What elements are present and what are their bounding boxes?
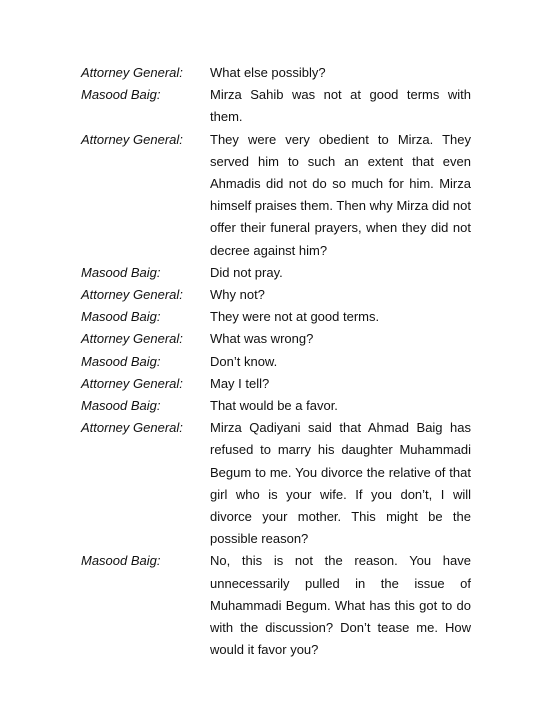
dialogue-row bbox=[81, 306, 471, 328]
speech-text: May I tell? bbox=[210, 375, 270, 391]
dialogue-row bbox=[81, 373, 471, 395]
speaker-name: Attorney General: bbox=[81, 131, 183, 147]
speaker-name: Attorney General: bbox=[81, 287, 183, 303]
dialogue-row bbox=[81, 417, 471, 550]
transcript bbox=[81, 62, 471, 661]
dialogue-row bbox=[81, 328, 471, 350]
speech-text: No, this is not the reason. You have unnecessarily pulled in the issue of Muhammadi Begum. What has this got to do with the discussion? Don’t tease me. How would it favor you? bbox=[210, 553, 471, 658]
speaker-name: Attorney General: bbox=[81, 420, 183, 436]
dialogue-row bbox=[81, 284, 471, 306]
speaker-name: Masood Baig: bbox=[81, 553, 161, 569]
speech-text: What was wrong? bbox=[210, 331, 314, 347]
speech-text: Don’t know. bbox=[210, 353, 278, 369]
dialogue-row bbox=[81, 262, 471, 284]
speech-text: Mirza Sahib was not at good terms with them. bbox=[210, 87, 471, 125]
speaker-name: Masood Baig: bbox=[81, 87, 161, 103]
speech-text: They were not at good terms. bbox=[210, 309, 380, 325]
speech-text: What else possibly? bbox=[210, 65, 326, 80]
speaker-name: Masood Baig: bbox=[81, 309, 161, 325]
dialogue-row bbox=[81, 351, 471, 373]
speech-text: They were very obedient to Mirza. They served him to such an extent that even Ahmadis did not do so much for him. Mirza himself praises them. Then why Mirza did not offer their funeral prayers, when they did not decree against him? bbox=[210, 131, 471, 258]
dialogue-row bbox=[81, 62, 471, 84]
speaker-name: Attorney General: bbox=[81, 331, 183, 347]
speaker-name: Attorney General: bbox=[81, 375, 183, 391]
speaker-name: Masood Baig: bbox=[81, 264, 161, 280]
speech-text: That would be a favor. bbox=[210, 398, 338, 414]
speech-text: Mirza Qadiyani said that Ahmad Baig has refused to marry his daughter Muhammadi Begum to me. You divorce the relative of that girl who is your wife. If you don’t, I will divorce your mother. This might be the possible reason? bbox=[210, 420, 471, 547]
dialogue-row bbox=[81, 84, 471, 128]
dialogue-row bbox=[81, 395, 471, 417]
speech-text: Why not? bbox=[210, 287, 265, 303]
speaker-name: Attorney General: bbox=[81, 65, 183, 80]
dialogue-row bbox=[81, 129, 471, 262]
speech-text: Did not pray. bbox=[210, 264, 283, 280]
speaker-name: Masood Baig: bbox=[81, 398, 161, 414]
speaker-name: Masood Baig: bbox=[81, 353, 161, 369]
dialogue-row bbox=[81, 550, 471, 661]
